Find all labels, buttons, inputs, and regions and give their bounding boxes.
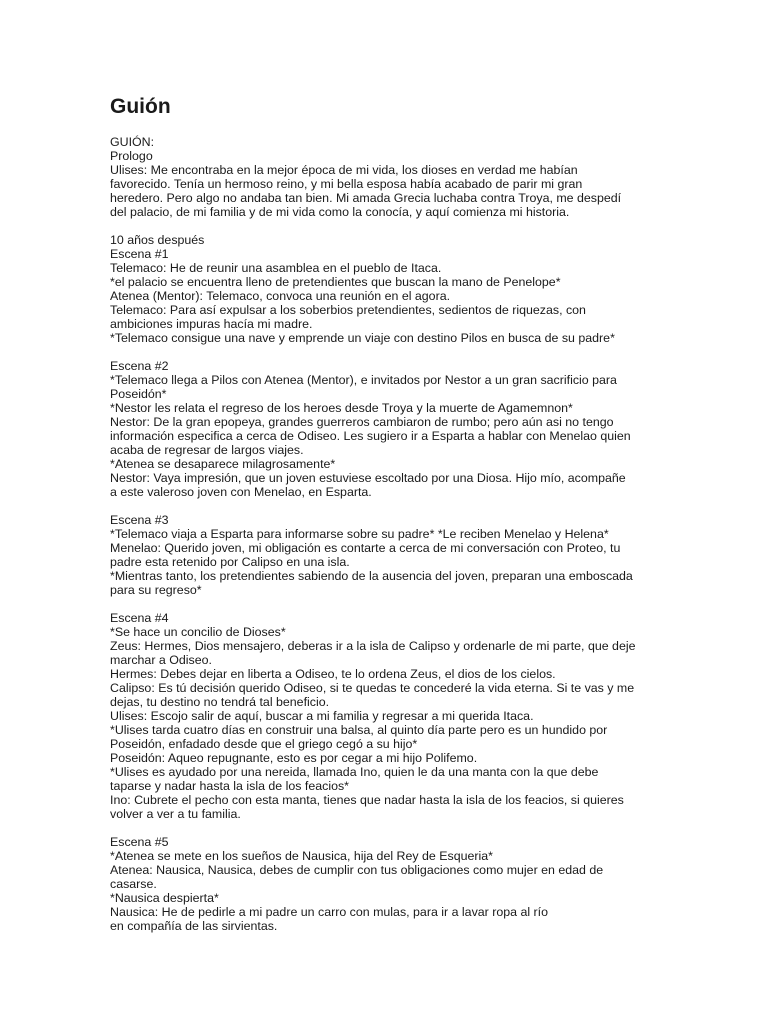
text-line: Ulises: Escojo salir de aquí, buscar a mi familia y regresar a mi querida Itaca. (110, 709, 534, 723)
script-section (110, 135, 710, 219)
script-section (110, 233, 710, 345)
text-line: padre esta retenido por Calipso en una isla. (110, 555, 350, 569)
text-line: Atenea (Mentor): Telemaco, convoca una reunión en el agora. (110, 289, 451, 303)
text-line: Hermes: Debes dejar en liberta a Odiseo, te lo ordena Zeus, el dios de los cielos. (110, 667, 556, 681)
text-line: Atenea: Nausica, Nausica, debes de cumplir con tus obligaciones como mujer en edad de (110, 863, 604, 877)
document-title: Guión (110, 95, 171, 118)
text-line: ambiciones impuras hacía mi madre. (110, 317, 313, 331)
text-line: Ino: Cubrete el pecho con esta manta, tienes que nadar hasta la isla de los feacios, si quieres (110, 793, 624, 807)
text-line: *el palacio se encuentra lleno de pretendientes que buscan la mano de Penelope* (110, 275, 561, 289)
document-page (110, 92, 710, 947)
text-line: Poseidón* (110, 387, 167, 401)
text-line: para su regreso* (110, 583, 202, 597)
text-line: Escena #1 (110, 247, 169, 261)
text-line: Ulises: Me encontraba en la mejor época de mi vida, los dioses en verdad me habían (110, 163, 578, 177)
text-line: Nestor: Vaya impresión, que un joven estuviese escoltado por una Diosa. Hijo mío, acompañe (110, 471, 626, 485)
script-section (110, 359, 710, 499)
text-line: GUIÓN: (110, 135, 155, 149)
text-line: información especifica a cerca de Odiseo. Les sugiero ir a Esparta a hablar con Menelao quien (110, 429, 631, 443)
text-line: dejas, tu destino no tendrá tal beneficio. (110, 695, 330, 709)
text-line: Calipso: Es tú decisión querido Odiseo, si te quedas te concederé la vida eterna. Si te vas y me (110, 681, 635, 695)
text-line: Escena #4 (110, 611, 169, 625)
text-line: Prologo (110, 149, 153, 163)
text-line: a este valeroso joven con Menelao, en Esparta. (110, 485, 372, 499)
document-body (110, 135, 710, 933)
text-line: volver a ver a tu familia. (110, 807, 241, 821)
text-line: Poseidón, enfadado desde que el griego cegó a su hijo* (110, 737, 418, 751)
script-section (110, 835, 710, 933)
text-line: *Nausica despierta* (110, 891, 219, 905)
text-line: heredero. Pero algo no andaba tan bien. Mi amada Grecia luchaba contra Troya, me despedí (110, 191, 622, 205)
text-line: casarse. (110, 877, 157, 891)
text-line: Escena #2 (110, 359, 169, 373)
text-line: taparse y nadar hasta la isla de los feacios* (110, 779, 350, 793)
text-line: *Se hace un concilio de Dioses* (110, 625, 286, 639)
text-line: del palacio, de mi familia y de mi vida como la conocía, y aquí comienza mi historia. (110, 205, 570, 219)
text-line: *Telemaco llega a Pilos con Atenea (Mentor), e invitados por Nestor a un gran sacrificio para (110, 373, 617, 387)
text-line: *Atenea se desaparece milagrosamente* (110, 457, 336, 471)
script-section (110, 513, 710, 597)
text-line: *Telemaco viaja a Esparta para informarse sobre su padre* *Le reciben Menelao y Helena* (110, 527, 609, 541)
text-line: en compañía de las sirvientas. (110, 919, 278, 933)
text-line: *Mientras tanto, los pretendientes sabiendo de la ausencia del joven, preparan una emboscada (110, 569, 633, 583)
text-line: Telemaco: Para así expulsar a los soberbios pretendientes, sedientos de riquezas, con (110, 303, 586, 317)
text-line: marchar a Odiseo. (110, 653, 212, 667)
text-line: *Ulises es ayudado por una nereida, llamada Ino, quien le da una manta con la que debe (110, 765, 599, 779)
text-line: *Ulises tarda cuatro días en construir una balsa, al quinto día parte pero es un hundido por (110, 723, 608, 737)
text-line: Telemaco: He de reunir una asamblea en el pueblo de Itaca. (110, 261, 442, 275)
text-line: Zeus: Hermes, Dios mensajero, deberas ir a la isla de Calipso y ordenarle de mi parte, que deje (110, 639, 636, 653)
text-line: Poseidón: Aqueo repugnante, esto es por cegar a mi hijo Polifemo. (110, 751, 478, 765)
text-line: Nausica: He de pedirle a mi padre un carro con mulas, para ir a lavar ropa al río (110, 905, 549, 919)
text-line: *Nestor les relata el regreso de los heroes desde Troya y la muerte de Agamemnon* (110, 401, 573, 415)
script-section (110, 611, 710, 821)
text-line: Escena #5 (110, 835, 169, 849)
text-line: Menelao: Querido joven, mi obligación es contarte a cerca de mi conversación con Proteo, tu (110, 541, 621, 555)
text-line: 10 años después (110, 233, 205, 247)
text-line: acaba de regresar de largos viajes. (110, 443, 304, 457)
text-line: Escena #3 (110, 513, 169, 527)
text-line: *Telemaco consigue una nave y emprende un viaje con destino Pilos en busca de su padre* (110, 331, 615, 345)
text-line: Nestor: De la gran epopeya, grandes guerreros cambiaron de rumbo; pero aún asi no tengo (110, 415, 614, 429)
text-line: *Atenea se mete en los sueños de Nausica, hija del Rey de Esqueria* (110, 849, 493, 863)
text-line: favorecido. Tenía un hermoso reino, y mi bella esposa había acabado de parir mi gran (110, 177, 583, 191)
